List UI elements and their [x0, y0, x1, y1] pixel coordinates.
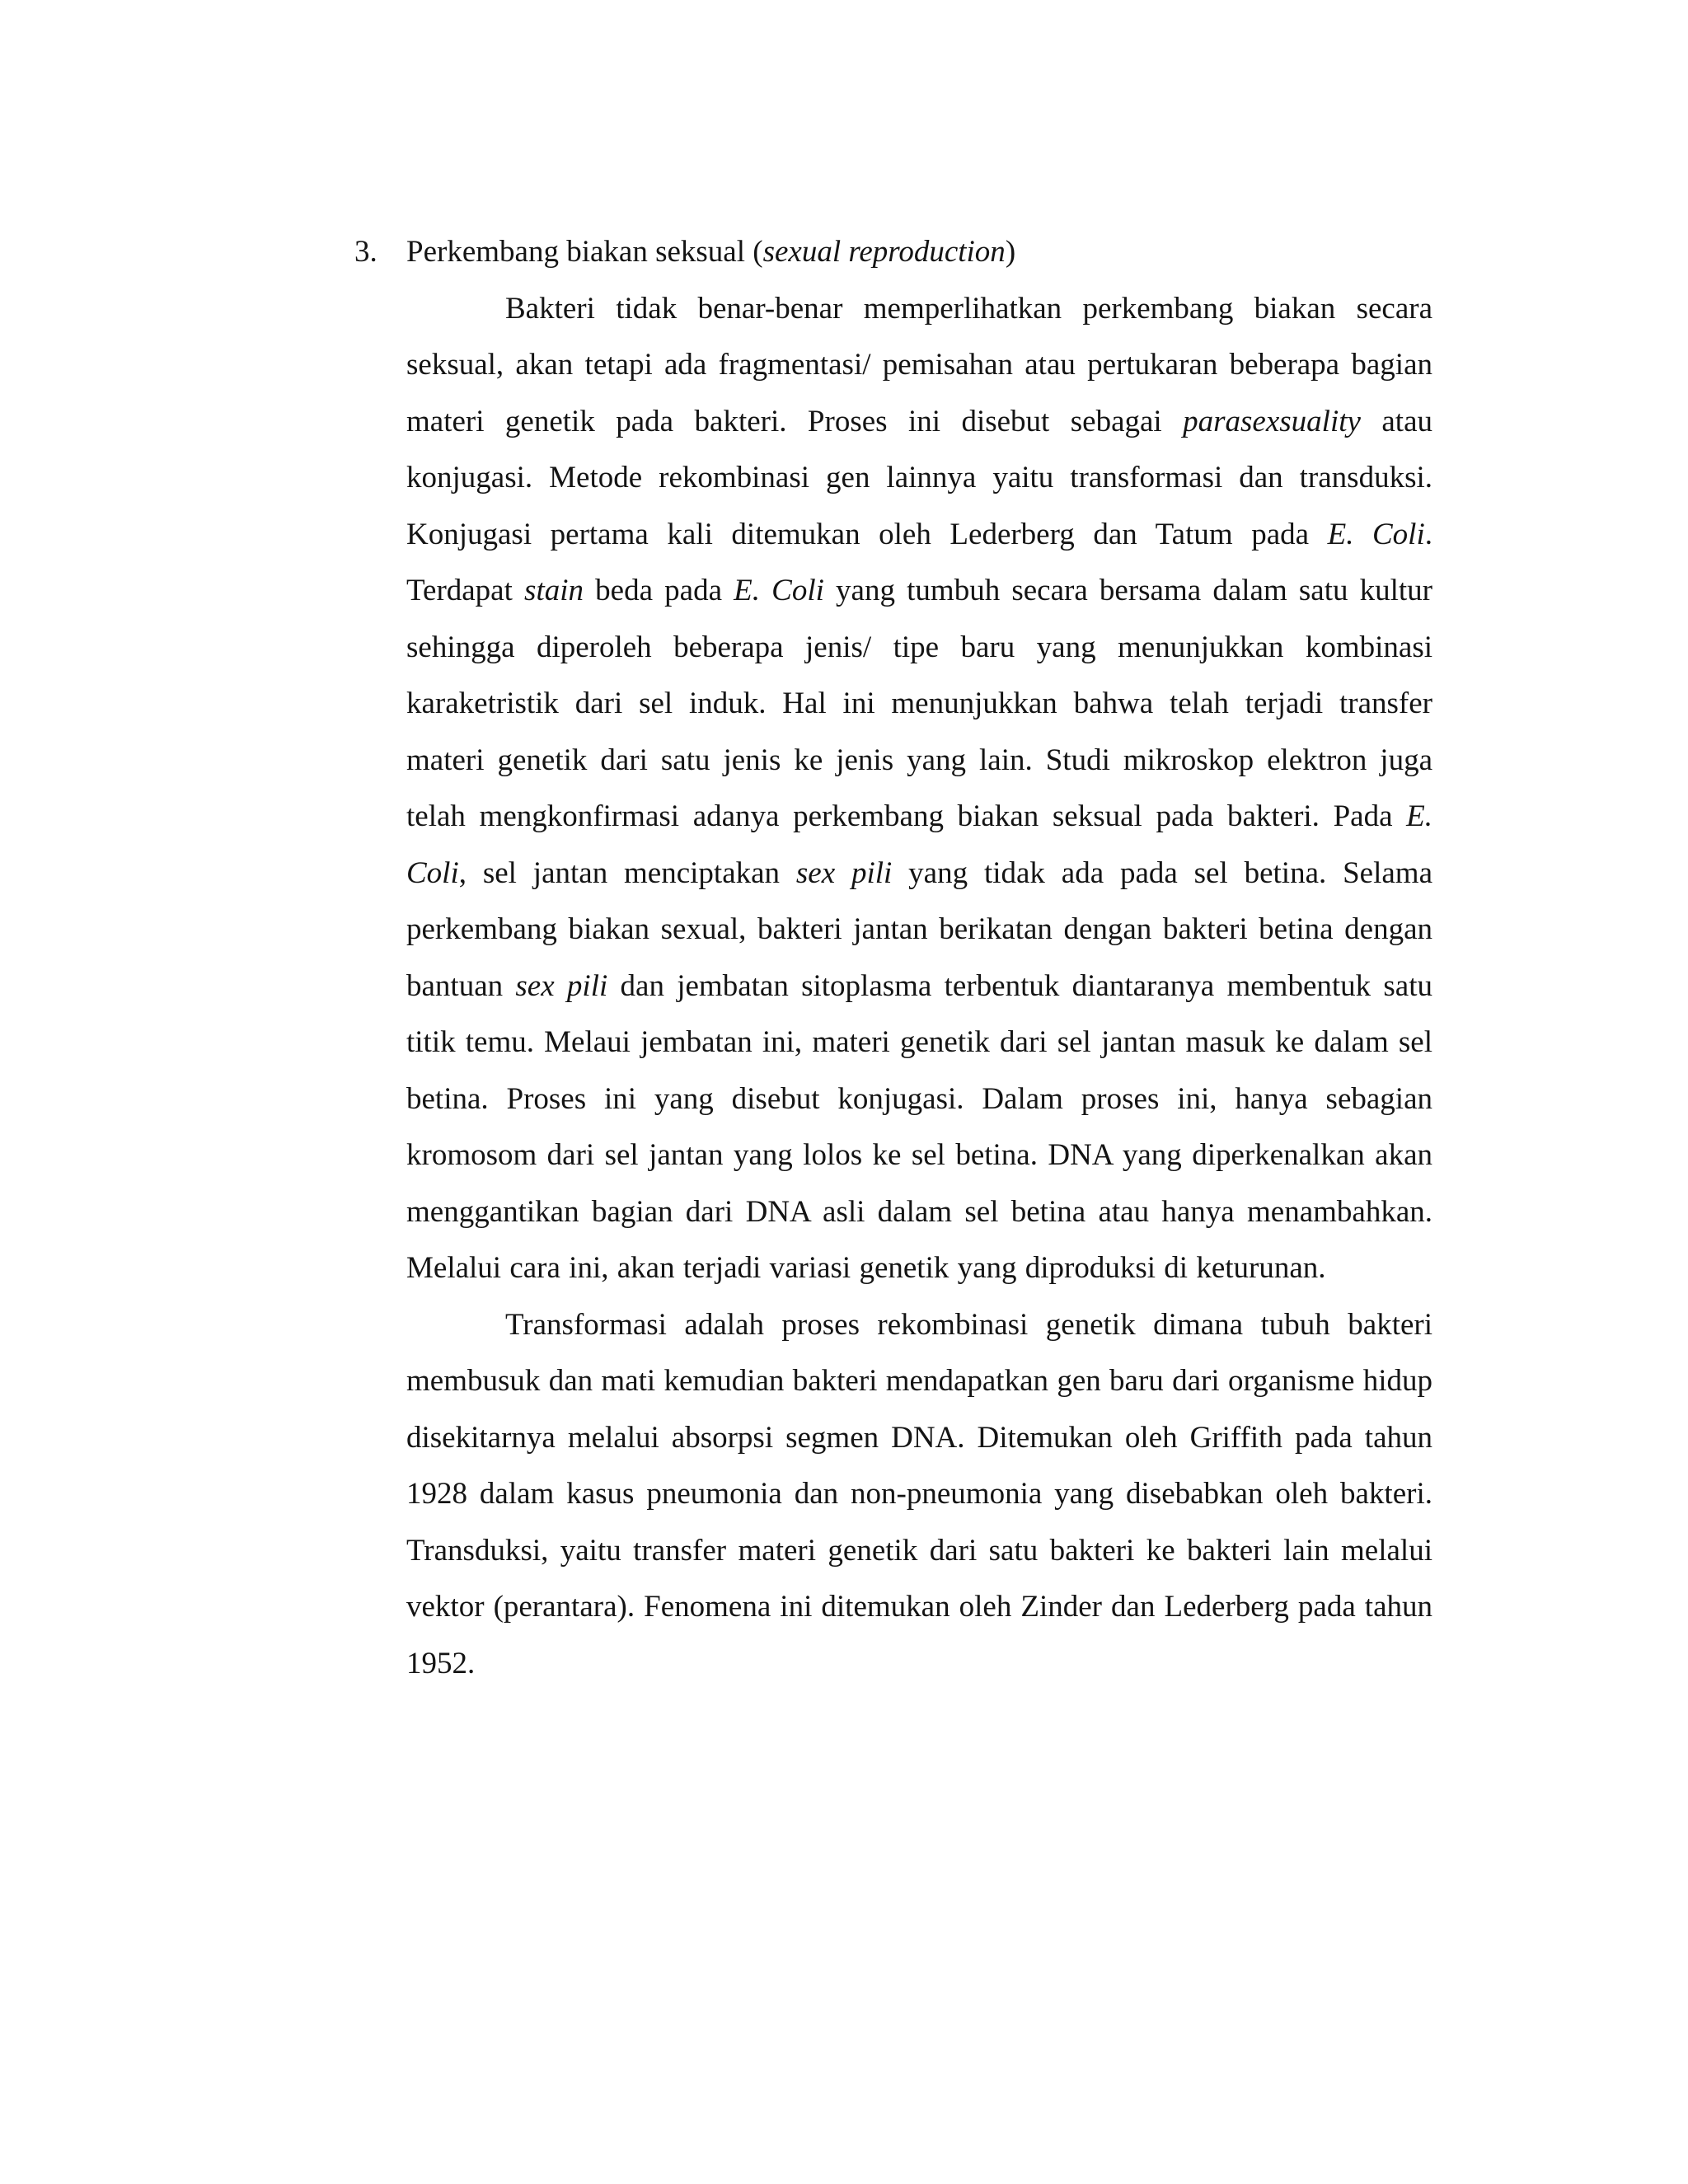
paragraph1-text-7: yang tidak ada pada sel betina. Selama perkembang biakan sexual, bakteri jantan berikatan dengan bakteri betina dengan bantuan	[406, 855, 1432, 1003]
term-sex-pili-2: sex pili	[515, 968, 608, 1003]
paragraph1-text-3: . Terdapat	[406, 517, 1432, 607]
term-e-coli-1: E. Coli	[1327, 517, 1425, 551]
paragraph1-text-4: beda pada	[584, 574, 734, 607]
paragraph1-text-5: yang tumbuh secara bersama dalam satu kultur sehingga diperoleh beberapa jenis/ tipe baru yang menunjukkan kombinasi karaketristik dari sel induk. Hal ini menunjukkan bahwa telah terjadi transfer materi genetik dari satu jenis ke jenis yang lain. Studi mikroskop elektron juga telah mengkonfirmasi adanya perkembang biakan seksual pada bakteri. Pada	[406, 574, 1432, 833]
paragraph1-text-6: , sel jantan menciptakan	[458, 855, 796, 890]
section-title-close: )	[1005, 235, 1016, 269]
section-title-plain: Perkembang biakan seksual (	[406, 235, 763, 269]
paragraph1-text-2: atau konjugasi. Metode rekombinasi gen lainnya yaitu transformasi dan transduksi. Konjugasi pertama kali ditemukan oleh Lederberg dan Tatum pada	[406, 404, 1432, 551]
term-parasexsuality: parasexsuality	[1183, 404, 1361, 438]
paragraph-sexual-reproduction	[406, 281, 1432, 1297]
section-heading	[354, 224, 1432, 281]
term-stain: stain	[524, 574, 584, 607]
section-number: 3.	[354, 235, 377, 269]
term-sex-pili-1: sex pili	[795, 855, 893, 890]
paragraph-transformation-transduction: Transformasi adalah proses rekombinasi genetik dimana tubuh bakteri membusuk dan mati kemudian bakteri mendapatkan gen baru dari organisme hidup disekitarnya melalui absorpsi segmen DNA. Ditemukan oleh Griffith pada tahun 1928 dalam kasus pneumonia dan non-pneumonia yang disebabkan oleh bakteri. Transduksi, yaitu transfer materi genetik dari satu bakteri ke bakteri lain melalui vektor (perantara). Fenomena ini ditemukan oleh Zinder dan Lederberg pada tahun 1952.	[406, 1307, 1432, 1680]
paragraph1-text-8: dan jembatan sitoplasma terbentuk diantaranya membentuk satu titik temu. Melaui jembatan ini, materi genetik dari sel jantan masuk ke dalam sel betina. Proses ini yang disebut konjugasi. Dalam proses ini, hanya sebagian kromosom dari sel jantan yang lolos ke sel betina. DNA yang diperkenalkan akan menggantikan bagian dari DNA asli dalam sel betina atau hanya menambahkan. Melalui cara ini, akan terjadi variasi genetik yang diproduksi di keturunan.	[406, 968, 1433, 1285]
term-e-coli-3: E. Coli	[406, 799, 1432, 890]
term-e-coli-2: E. Coli	[734, 574, 824, 607]
page-content	[354, 224, 1433, 1692]
section-title-italic: sexual reproduction	[762, 235, 1006, 269]
paragraph1-text-1: Bakteri tidak benar-benar memperlihatkan perkembang biakan secara seksual, akan tetapi ada fragmentasi/ pemisahan atau pertukaran beberapa bagian materi genetik pada bakteri. Proses ini disebut sebagai	[406, 291, 1432, 438]
